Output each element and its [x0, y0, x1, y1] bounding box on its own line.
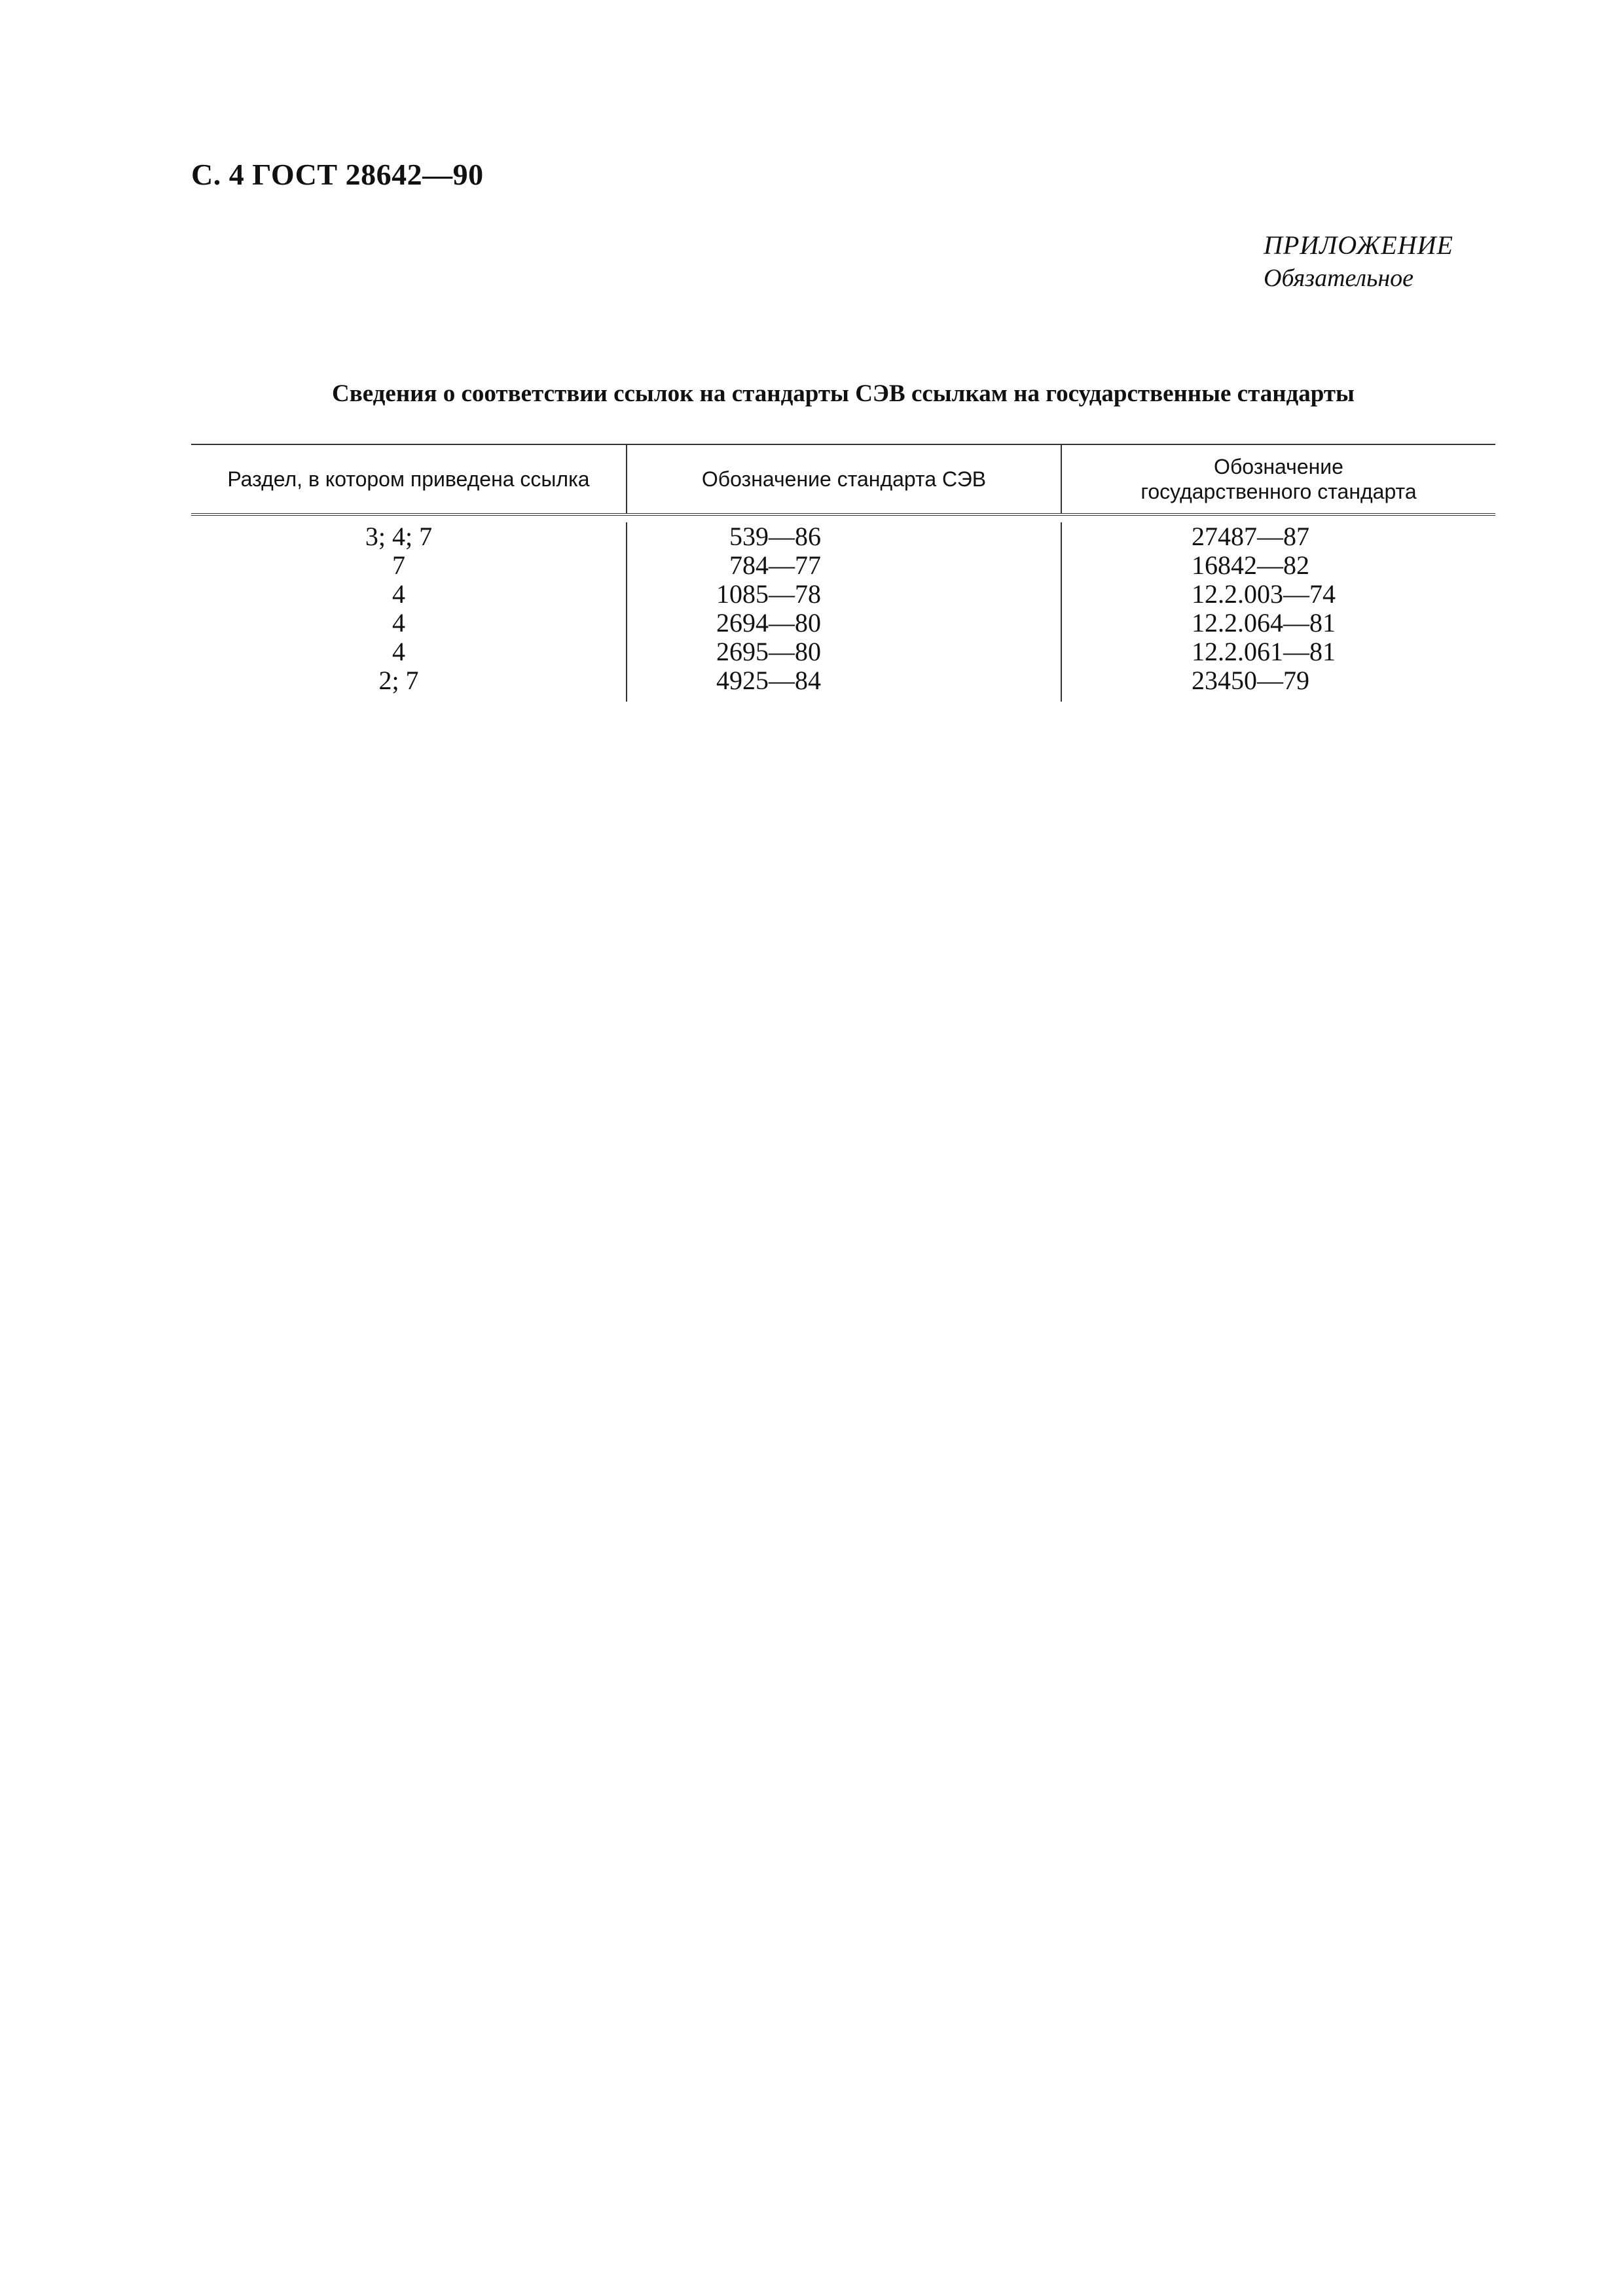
appendix-label [1264, 229, 1453, 295]
table-header-row [191, 445, 1495, 516]
cell-state-standard: 23450—79 [1061, 666, 1495, 702]
table-body [191, 516, 1495, 702]
column-header-state-standard: Обозначение государственного стандарта [1061, 445, 1495, 513]
cell-section: 4 [392, 608, 405, 637]
column-header-section: Раздел, в котором приведена ссылка [227, 467, 590, 491]
cell-state-standard: 16842—82 [1061, 551, 1495, 580]
table-row [191, 551, 1495, 580]
cell-section: 3; 4; 7 [365, 522, 433, 551]
table-row [191, 637, 1495, 666]
cell-cmea-standard: 4925—84 [626, 666, 1061, 702]
table-row [191, 522, 1495, 551]
cell-cmea-standard: 1085—78 [626, 580, 1061, 609]
cell-cmea-standard: 2694—80 [626, 609, 1061, 637]
cell-state-standard: 12.2.003—74 [1061, 580, 1495, 609]
table-row [191, 580, 1495, 609]
appendix-status: Обязательное [1264, 264, 1414, 292]
column-header-cmea-standard: Обозначение стандарта СЭВ [626, 445, 1061, 513]
cell-section: 7 [392, 550, 405, 580]
cell-cmea-standard: 2695—80 [626, 637, 1061, 666]
table-row [191, 609, 1495, 637]
table-row [191, 666, 1495, 702]
cell-state-standard: 12.2.064—81 [1061, 609, 1495, 637]
page-header: С. 4 ГОСТ 28642—90 [191, 158, 484, 191]
cell-cmea-standard: 539—86 [626, 522, 1061, 551]
table-title: Сведения о соответствии ссылок на стандарты СЭВ ссылкам на государственные стандарты [332, 380, 1355, 407]
cell-state-standard: 27487—87 [1061, 522, 1495, 551]
reference-table [191, 444, 1495, 702]
cell-section: 4 [392, 579, 405, 609]
cell-state-standard: 12.2.061—81 [1061, 637, 1495, 666]
cell-section: 4 [392, 637, 405, 666]
cell-cmea-standard: 784—77 [626, 551, 1061, 580]
cell-section: 2; 7 [378, 666, 419, 695]
appendix-title: ПРИЛОЖЕНИЕ [1264, 230, 1453, 260]
